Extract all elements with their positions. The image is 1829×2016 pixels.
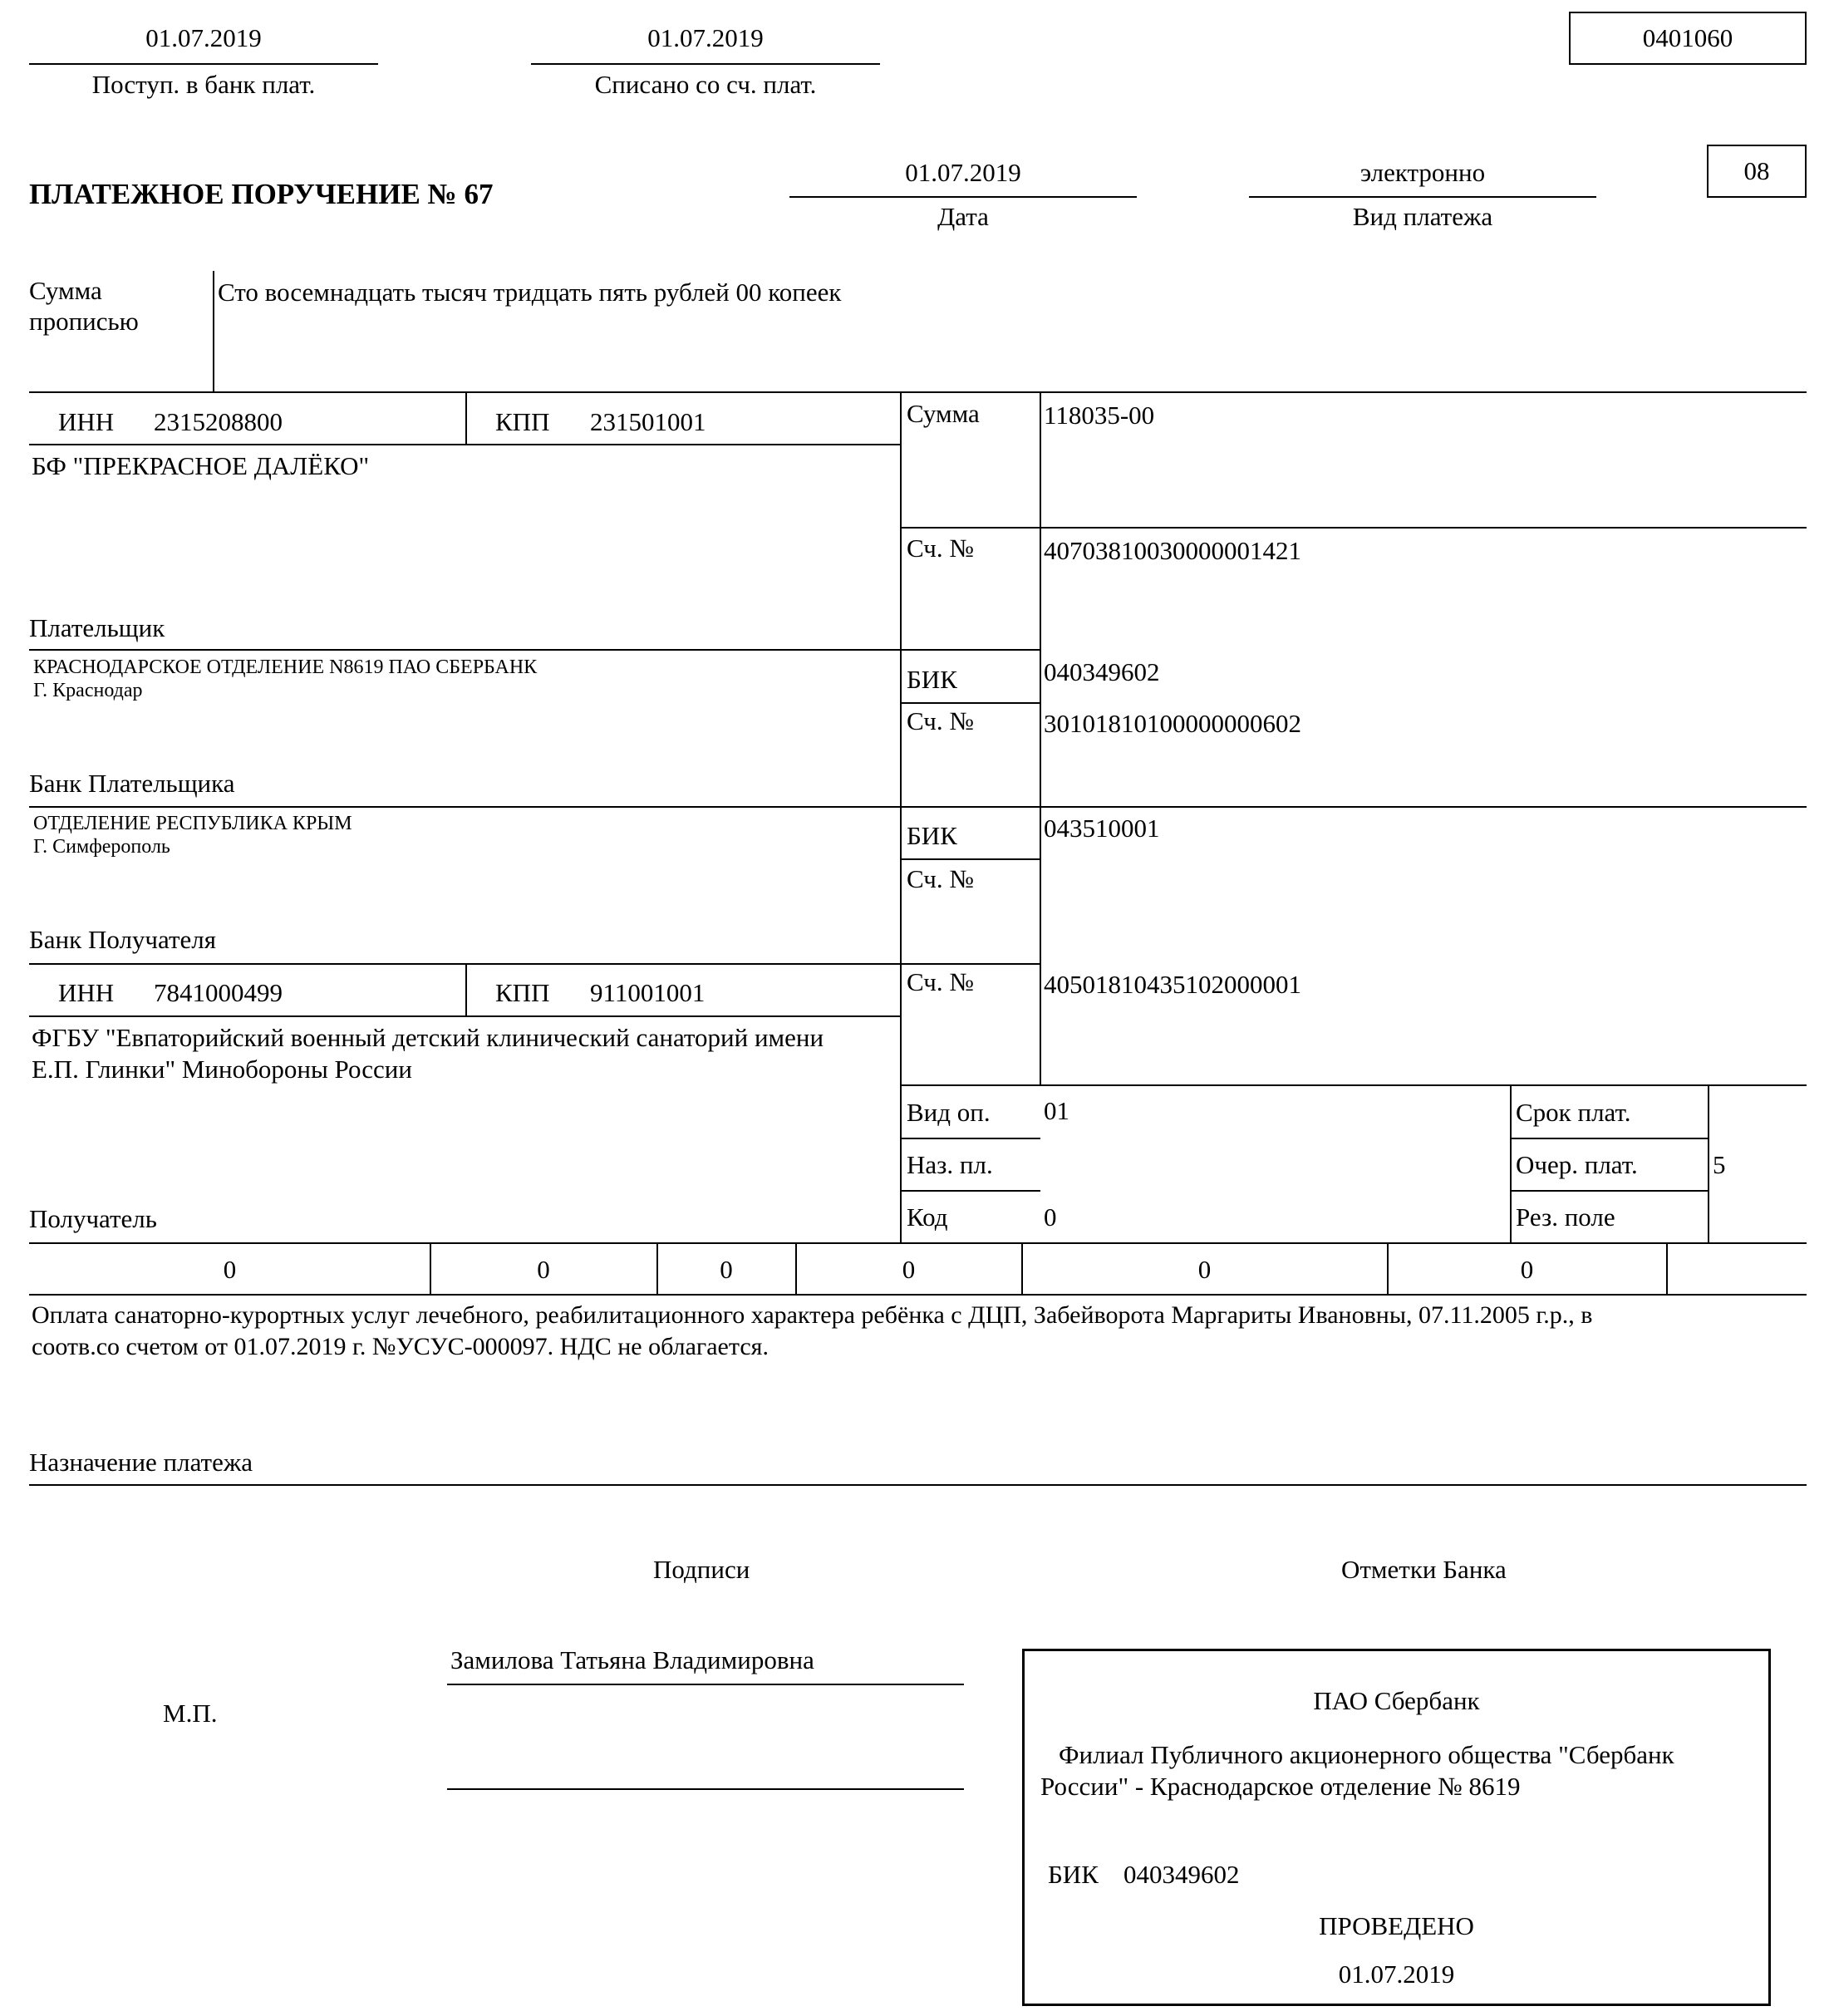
- payer-kpp-label: КПП: [495, 407, 550, 436]
- grid-line: [901, 1084, 1807, 1086]
- grid-line: [29, 1015, 901, 1017]
- payer-bank-label: Банк Плательщика: [29, 769, 235, 798]
- payment-type-line: [1249, 196, 1596, 198]
- payer-inn-label: ИНН: [58, 407, 115, 436]
- priority-value: 5: [1713, 1150, 1726, 1179]
- payer-account: 40703810030000001421: [1044, 536, 1301, 565]
- grid-line: [1708, 1085, 1709, 1243]
- grid-line: [901, 702, 1040, 704]
- received-date-label: Поступ. в банк плат.: [91, 70, 316, 99]
- grid-line: [465, 964, 467, 1015]
- grid-line: [1040, 392, 1041, 1084]
- signatures-label: Подписи: [653, 1555, 750, 1584]
- grid-line: [900, 392, 902, 1243]
- tax-field: 0: [902, 1255, 916, 1284]
- tax-field: 0: [1520, 1255, 1534, 1284]
- payer-kpp: 231501001: [590, 407, 706, 436]
- payer-inn: 2315208800: [154, 407, 283, 436]
- purpose-line-1: Оплата санаторно-курортных услуг лечебного, реабилитационного характера ребёнка с ДЦП, Забейворота Маргариты Ивановны, 07.11.2005 г.р., в: [32, 1301, 1593, 1329]
- grid-line: [465, 392, 467, 444]
- stamp-status: ПРОВЕДЕНО: [1319, 1911, 1474, 1940]
- grid-line: [901, 1190, 1040, 1192]
- payee-bank-bik: 043510001: [1044, 814, 1160, 843]
- purpose-code-label: Наз. пл.: [907, 1150, 993, 1179]
- payer-bank-bik-label: БИК: [907, 665, 957, 694]
- signature-line-1: [447, 1684, 964, 1685]
- document-date-line: [789, 196, 1137, 198]
- payer-name: БФ "ПРЕКРАСНОЕ ДАЛЁКО": [32, 451, 370, 480]
- payer-bank-account-label: Сч. №: [907, 706, 974, 735]
- payee-bank-name: ОТДЕЛЕНИЕ РЕСПУБЛИКА КРЫМ: [33, 813, 352, 834]
- payee-bank-account-label: Сч. №: [907, 864, 974, 893]
- code-label: Код: [907, 1202, 948, 1232]
- status-code: 08: [1743, 156, 1770, 185]
- grid-line: [901, 1138, 1040, 1139]
- debited-date: 01.07.2019: [647, 23, 764, 52]
- grid-line: [29, 806, 1807, 808]
- page-title: ПЛАТЕЖНОЕ ПОРУЧЕНИЕ № 67: [29, 178, 494, 210]
- payee-bank-city: Г. Симферополь: [33, 836, 170, 858]
- stamp-bank-name: ПАО Сбербанк: [1313, 1686, 1480, 1715]
- grid-line: [29, 1242, 1807, 1244]
- payer-bank-bik: 040349602: [1044, 657, 1160, 686]
- stamp-date: 01.07.2019: [1338, 1959, 1455, 1989]
- bank-marks-label: Отметки Банка: [1341, 1555, 1507, 1584]
- received-date: 01.07.2019: [145, 23, 262, 52]
- grid-line: [1511, 1138, 1709, 1139]
- tax-field: 0: [223, 1255, 237, 1284]
- document-date: 01.07.2019: [905, 158, 1021, 187]
- grid-line: [1511, 1190, 1709, 1192]
- payee-bank-label: Банк Получателя: [29, 925, 216, 954]
- priority-label: Очер. плат.: [1516, 1150, 1638, 1179]
- received-date-line: [29, 63, 378, 65]
- signature-line-2: [447, 1788, 964, 1790]
- amount-value: 118035-00: [1044, 401, 1155, 430]
- op-type: 01: [1044, 1096, 1069, 1125]
- payee-kpp: 911001001: [590, 978, 706, 1007]
- grid-line: [29, 444, 901, 445]
- payer-label: Плательщик: [29, 613, 165, 642]
- payer-bank-account: 30101810100000000602: [1044, 709, 1301, 738]
- grid-line: [29, 1294, 1807, 1296]
- payee-name-1: ФГБУ "Евпаторийский военный детский клинический санаторий имени: [32, 1023, 824, 1052]
- grid-line: [29, 391, 1807, 393]
- amount-words-value: Сто восемнадцать тысяч тридцать пять рублей 00 копеек: [218, 278, 842, 307]
- payment-type-label: Вид платежа: [1352, 202, 1493, 231]
- payer-account-label: Сч. №: [907, 534, 974, 563]
- payee-inn: 7841000499: [154, 978, 283, 1007]
- stamp-branch-1: Филиал Публичного акционерного общества "Сбербанк: [1059, 1740, 1674, 1769]
- tax-field: 0: [1197, 1255, 1212, 1284]
- purpose-line: [29, 1484, 1807, 1486]
- seal-label: М.П.: [163, 1699, 218, 1728]
- payer-bank-name: КРАСНОДАРСКОЕ ОТДЕЛЕНИЕ N8619 ПАО СБЕРБАНК: [33, 656, 538, 678]
- amount-words-label-2: прописью: [29, 307, 139, 336]
- term-label: Срок плат.: [1516, 1098, 1631, 1127]
- stamp-bik-label: БИК: [1048, 1860, 1099, 1889]
- payment-type: электронно: [1359, 158, 1486, 187]
- form-code: 0401060: [1642, 23, 1733, 52]
- grid-line: [1510, 1085, 1512, 1243]
- op-type-label: Вид оп.: [907, 1098, 991, 1127]
- tax-field: 0: [720, 1255, 733, 1284]
- reserve-label: Рез. поле: [1516, 1202, 1615, 1232]
- signer-name: Замилова Татьяна Владимировна: [450, 1645, 814, 1674]
- grid-line: [901, 649, 1040, 651]
- purpose-label: Назначение платежа: [29, 1448, 253, 1477]
- debited-date-line: [531, 63, 880, 65]
- payee-inn-label: ИНН: [58, 978, 115, 1007]
- grid-line: [1040, 527, 1807, 529]
- code-value: 0: [1044, 1202, 1057, 1232]
- grid-line: [29, 963, 1040, 965]
- grid-line: [1666, 1243, 1668, 1294]
- document-date-label: Дата: [937, 202, 989, 231]
- amount-words-divider: [213, 271, 214, 392]
- tax-field: 0: [537, 1255, 550, 1284]
- payee-label: Получатель: [29, 1204, 157, 1233]
- payee-account: 40501810435102000001: [1044, 970, 1301, 999]
- amount-words-label-1: Сумма: [29, 276, 102, 305]
- stamp-branch-2: России" - Краснодарское отделение № 8619: [1040, 1772, 1521, 1801]
- payee-name-2: Е.П. Глинки" Минобороны России: [32, 1055, 412, 1084]
- grid-line: [29, 649, 901, 651]
- payee-account-label: Сч. №: [907, 967, 974, 996]
- payer-bank-city: Г. Краснодар: [33, 680, 143, 701]
- stamp-bik: 040349602: [1123, 1860, 1240, 1889]
- purpose-line-2: соотв.со счетом от 01.07.2019 г. №УСУС-000097. НДС не облагается.: [32, 1333, 769, 1360]
- amount-label: Сумма: [907, 399, 980, 428]
- grid-line: [901, 858, 1040, 860]
- grid-line: [901, 527, 1040, 529]
- payee-kpp-label: КПП: [495, 978, 550, 1007]
- debited-date-label: Списано со сч. плат.: [594, 70, 817, 99]
- payee-bank-bik-label: БИК: [907, 821, 957, 850]
